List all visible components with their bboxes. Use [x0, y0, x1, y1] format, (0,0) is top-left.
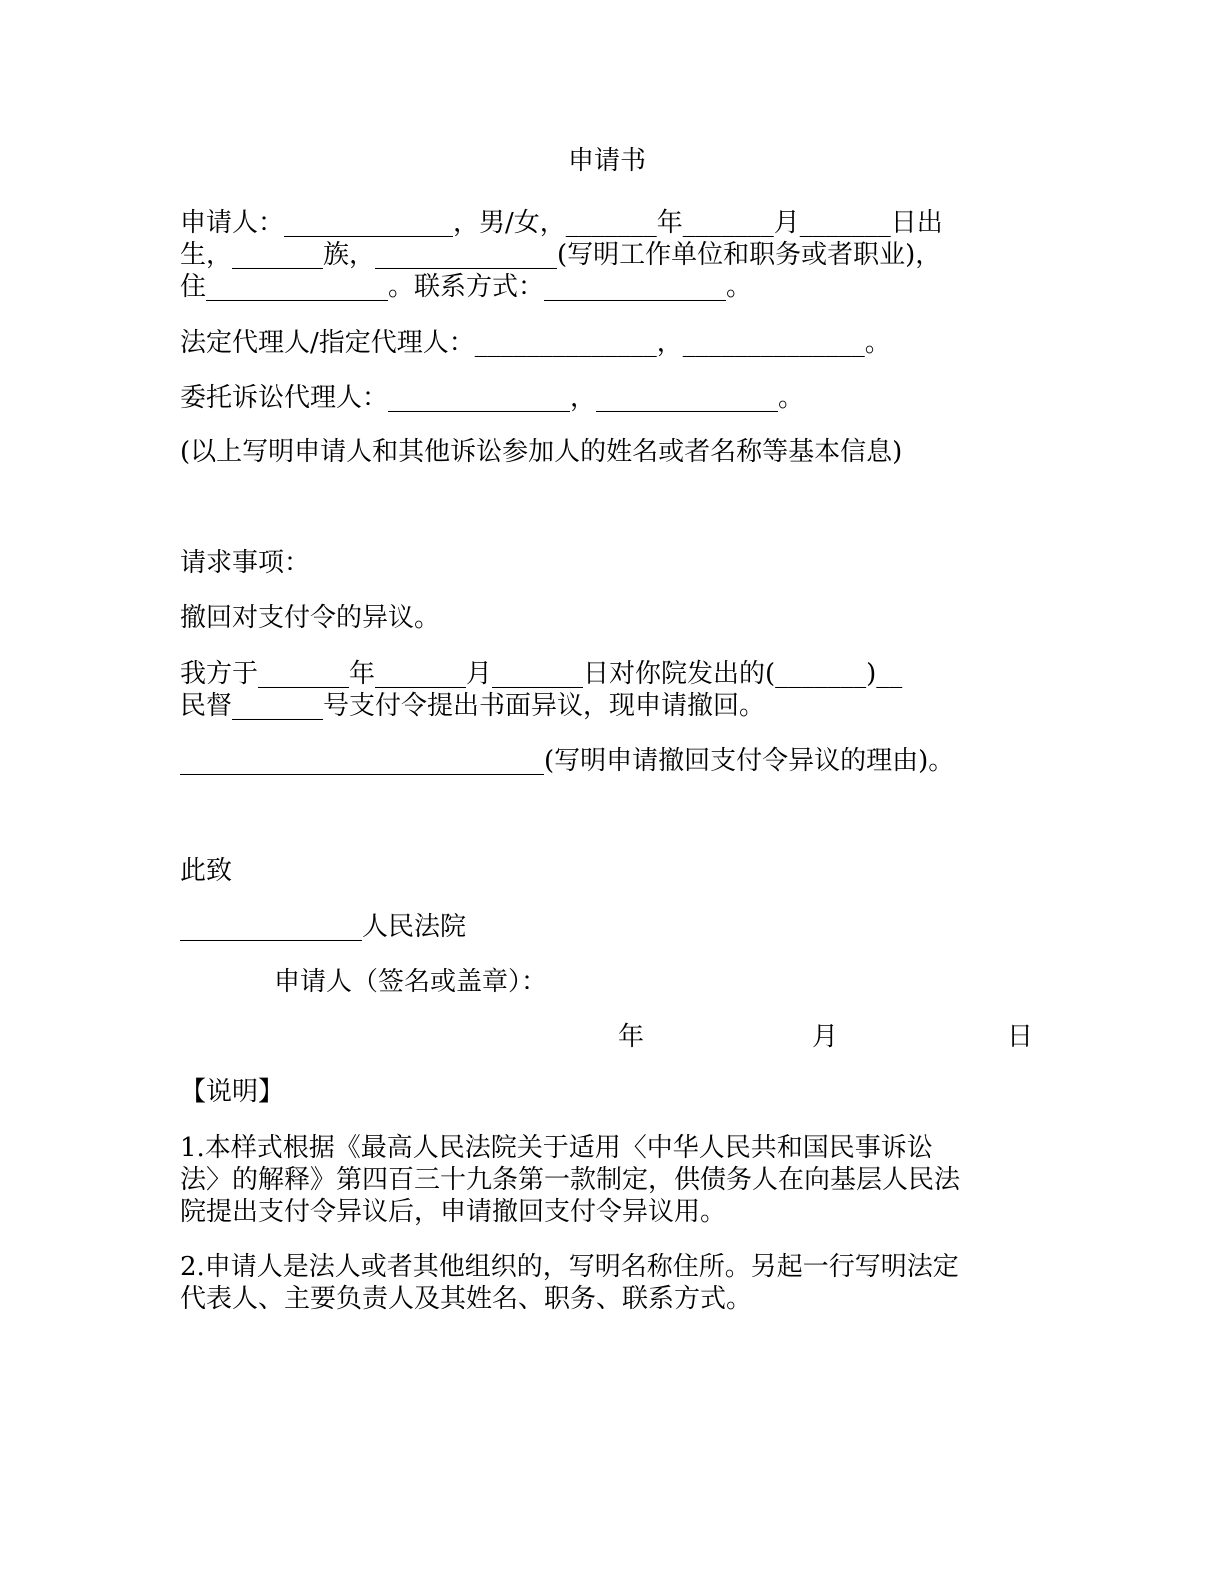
entrusted-agent-line: 委托诉讼代理人：______________，______________。 [180, 383, 805, 413]
note-1-line-1: 1.本样式根据《最高人民法院关于适用〈中华人民共和国民事诉讼 [180, 1133, 933, 1163]
participants-note: (以上写明申请人和其他诉讼参加人的姓名或者名称等基本信息) [180, 437, 903, 467]
legal-agent-line: 法定代理人/指定代理人：______________，______________。 [180, 328, 891, 358]
salutation: 此致 [180, 856, 233, 886]
note-1-line-3: 院提出支付令异议后，申请撤回支付令异议用。 [180, 1197, 727, 1227]
court-line: ______________人民法院 [180, 912, 467, 942]
date-day: 日 [1007, 1022, 1034, 1052]
date-year: 年 [618, 1022, 645, 1052]
applicant-line-3: 住______________。联系方式：______________。 [180, 272, 753, 302]
request-item: 撤回对支付令的异议。 [180, 603, 441, 633]
request-heading: 请求事项： [180, 548, 311, 578]
date-month: 月 [812, 1022, 839, 1052]
notes-heading: 【说明】 [180, 1077, 285, 1107]
signature-line: 申请人（签名或盖章）： [274, 967, 548, 997]
note-1-line-2: 法〉的解释》第四百三十九条第一款制定，供债务人在向基层人民法 [180, 1165, 961, 1195]
note-2-line-1: 2.申请人是法人或者其他组织的，写明名称住所。另起一行写明法定 [180, 1252, 959, 1282]
facts-line-1: 我方于_______年_______月_______日对你院发出的(_______)__ [180, 659, 903, 689]
document-title: 申请书 [567, 146, 646, 176]
facts-line-2: 民督_______号支付令提出书面异议，现申请撤回。 [180, 691, 766, 721]
note-2-line-2: 代表人、主要负责人及其姓名、职务、联系方式。 [180, 1284, 753, 1314]
applicant-line-2: 生，_______族，______________(写明工作单位和职务或者职业)， [180, 240, 942, 270]
applicant-line-1: 申请人：_____________，男/女，_______年_______月_______日出 [180, 208, 943, 238]
reason-line: ____________________________(写明申请撤回支付令异议的理由)。 [180, 746, 955, 776]
